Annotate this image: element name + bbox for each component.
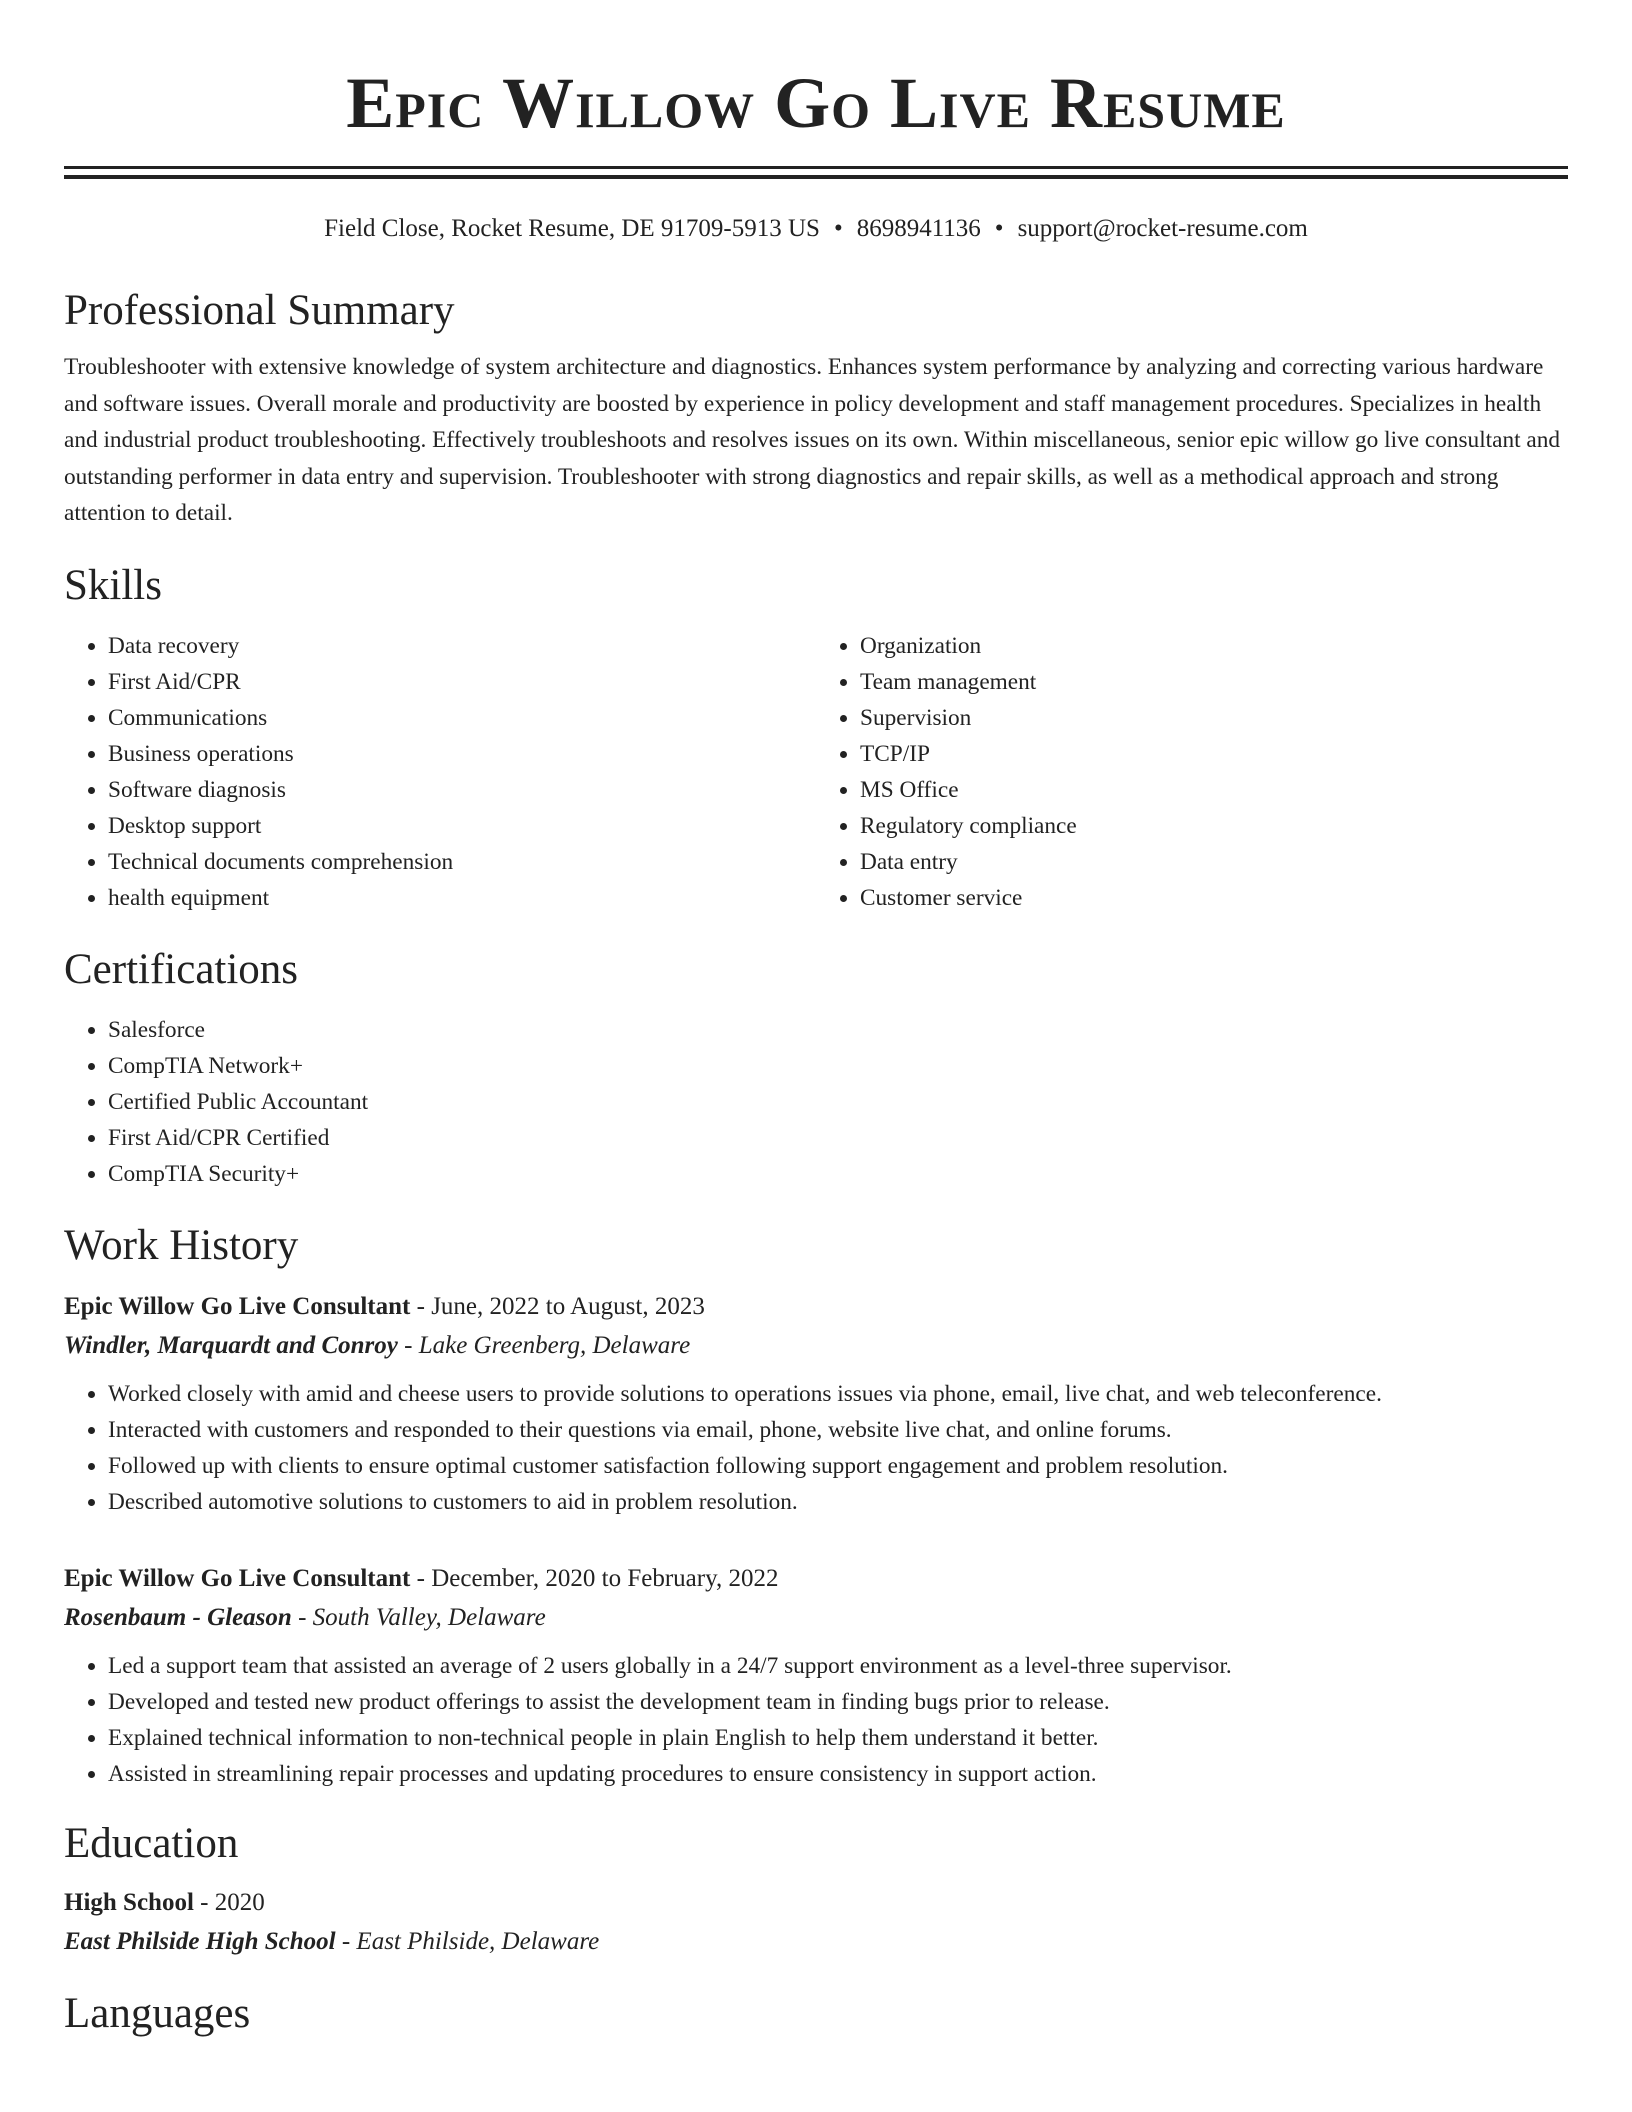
skill-item: • TCP/IP [860,736,1568,772]
skills-columns [64,628,1568,916]
job-title: Epic Willow Go Live Consultant [64,1564,411,1592]
skills-section [64,560,1568,916]
certification-item: • Salesforce [108,1012,1568,1048]
education-year: - 2020 [193,1888,265,1916]
job-bullets [64,1376,1568,1520]
skill-item: • Customer service [860,880,1568,916]
skill-item: • Business operations [108,736,816,772]
skill-item: • Organization [860,628,1568,664]
job-title: Epic Willow Go Live Consultant [64,1292,411,1320]
certification-item: • CompTIA Network+ [108,1048,1568,1084]
skills-heading: Skills [64,561,162,609]
work-history-section [64,1220,1568,1792]
title-divider [64,166,1568,179]
contact-separator: • [833,215,843,242]
certifications-list [64,1012,1568,1192]
contact-line [64,213,1568,245]
skill-item: • Regulatory compliance [860,808,1568,844]
contact-email: support@rocket-resume.com [1017,215,1308,242]
job-dates: - December, 2020 to February, 2022 [410,1564,779,1592]
job-bullet: • Worked closely with amid and cheese users to provide solutions to operations issues via phone, email, live chat, and web teleconference. [108,1376,1568,1412]
skills-list-right [816,628,1568,916]
contact-phone: 8698941136 [856,215,981,242]
job-bullet: • Described automotive solutions to customers to aid in problem resolution. [108,1484,1568,1520]
job-entry [64,1288,1568,1520]
certifications-heading: Certifications [64,945,299,993]
languages-section [64,1988,1568,2040]
job-title-line [64,1560,1568,1598]
contact-separator: • [994,215,1004,242]
skill-item: • First Aid/CPR [108,664,816,700]
education-heading: Education [64,1819,239,1867]
job-bullet: • Explained technical information to non-technical people in plain English to help them understand it better. [108,1720,1568,1756]
job-location: - Lake Greenberg, Delaware [397,1331,691,1359]
skill-item: • MS Office [860,772,1568,808]
certification-item: • Certified Public Accountant [108,1084,1568,1120]
job-bullet: • Led a support team that assisted an average of 2 users globally in a 24/7 support environment as a level-three supervisor. [108,1648,1568,1684]
job-bullet: • Assisted in streamlining repair processes and updating procedures to ensure consistency in support action. [108,1756,1568,1792]
summary-text: Troubleshooter with extensive knowledge of system architecture and diagnostics. Enhances system performance by analyzing and correcting various hardware and software issues. Overall morale and productivity are boosted by experience in policy development and staff management procedures. Specializes in health and industrial product troubleshooting. Effectively troubleshoots and resolves issues on its own. Within miscellaneous, senior epic willow go live consultant and outstanding performer in data entry and supervision. Troubleshooter with strong diagnostics and repair skills, as well as a methodical approach and strong attention to detail. [64,354,1561,526]
certification-item: • First Aid/CPR Certified [108,1120,1568,1156]
job-dates: - June, 2022 to August, 2023 [410,1292,705,1320]
resume-title: Epic Willow Go Live Resume [346,63,1286,143]
skill-item: • Team management [860,664,1568,700]
skill-item: • Technical documents comprehension [108,844,816,880]
job-company: Rosenbaum - Gleason [64,1603,292,1631]
summary-section [64,285,1568,532]
job-bullet: • Followed up with clients to ensure optimal customer satisfaction following support engagement and problem resolution. [108,1448,1568,1484]
job-bullet: • Interacted with customers and responded to their questions via email, phone, website live chat, and online forums. [108,1412,1568,1448]
languages-heading: Languages [64,1989,251,2037]
skill-item: • Software diagnosis [108,772,816,808]
skill-item: • Supervision [860,700,1568,736]
skill-item: • Communications [108,700,816,736]
skill-item: • Data recovery [108,628,816,664]
education-section [64,1818,1568,1962]
certifications-section [64,944,1568,1192]
job-company-line [64,1326,1568,1366]
skill-item: • health equipment [108,880,816,916]
job-title-line [64,1288,1568,1326]
education-entry [64,1884,1568,1962]
job-company: Windler, Marquardt and Conroy [64,1331,398,1359]
work-history-heading: Work History [64,1221,299,1269]
job-bullet: • Developed and tested new product offerings to assist the development team in finding bugs prior to release. [108,1684,1568,1720]
education-degree-line [64,1884,1568,1922]
contact-address: Field Close, Rocket Resume, DE 91709-5913 US [324,215,820,242]
skills-list-left [64,628,816,916]
certification-item: • CompTIA Security+ [108,1156,1568,1192]
education-location: - East Philside, Delaware [335,1927,600,1955]
education-school-line [64,1922,1568,1962]
education-school: East Philside High School [64,1927,336,1955]
skill-item: • Desktop support [108,808,816,844]
job-location: - South Valley, Delaware [291,1603,546,1631]
job-company-line [64,1598,1568,1638]
summary-heading: Professional Summary [64,287,455,334]
job-bullets [64,1648,1568,1792]
skill-item: • Data entry [860,844,1568,880]
job-entry [64,1560,1568,1792]
education-degree: High School [64,1888,194,1916]
